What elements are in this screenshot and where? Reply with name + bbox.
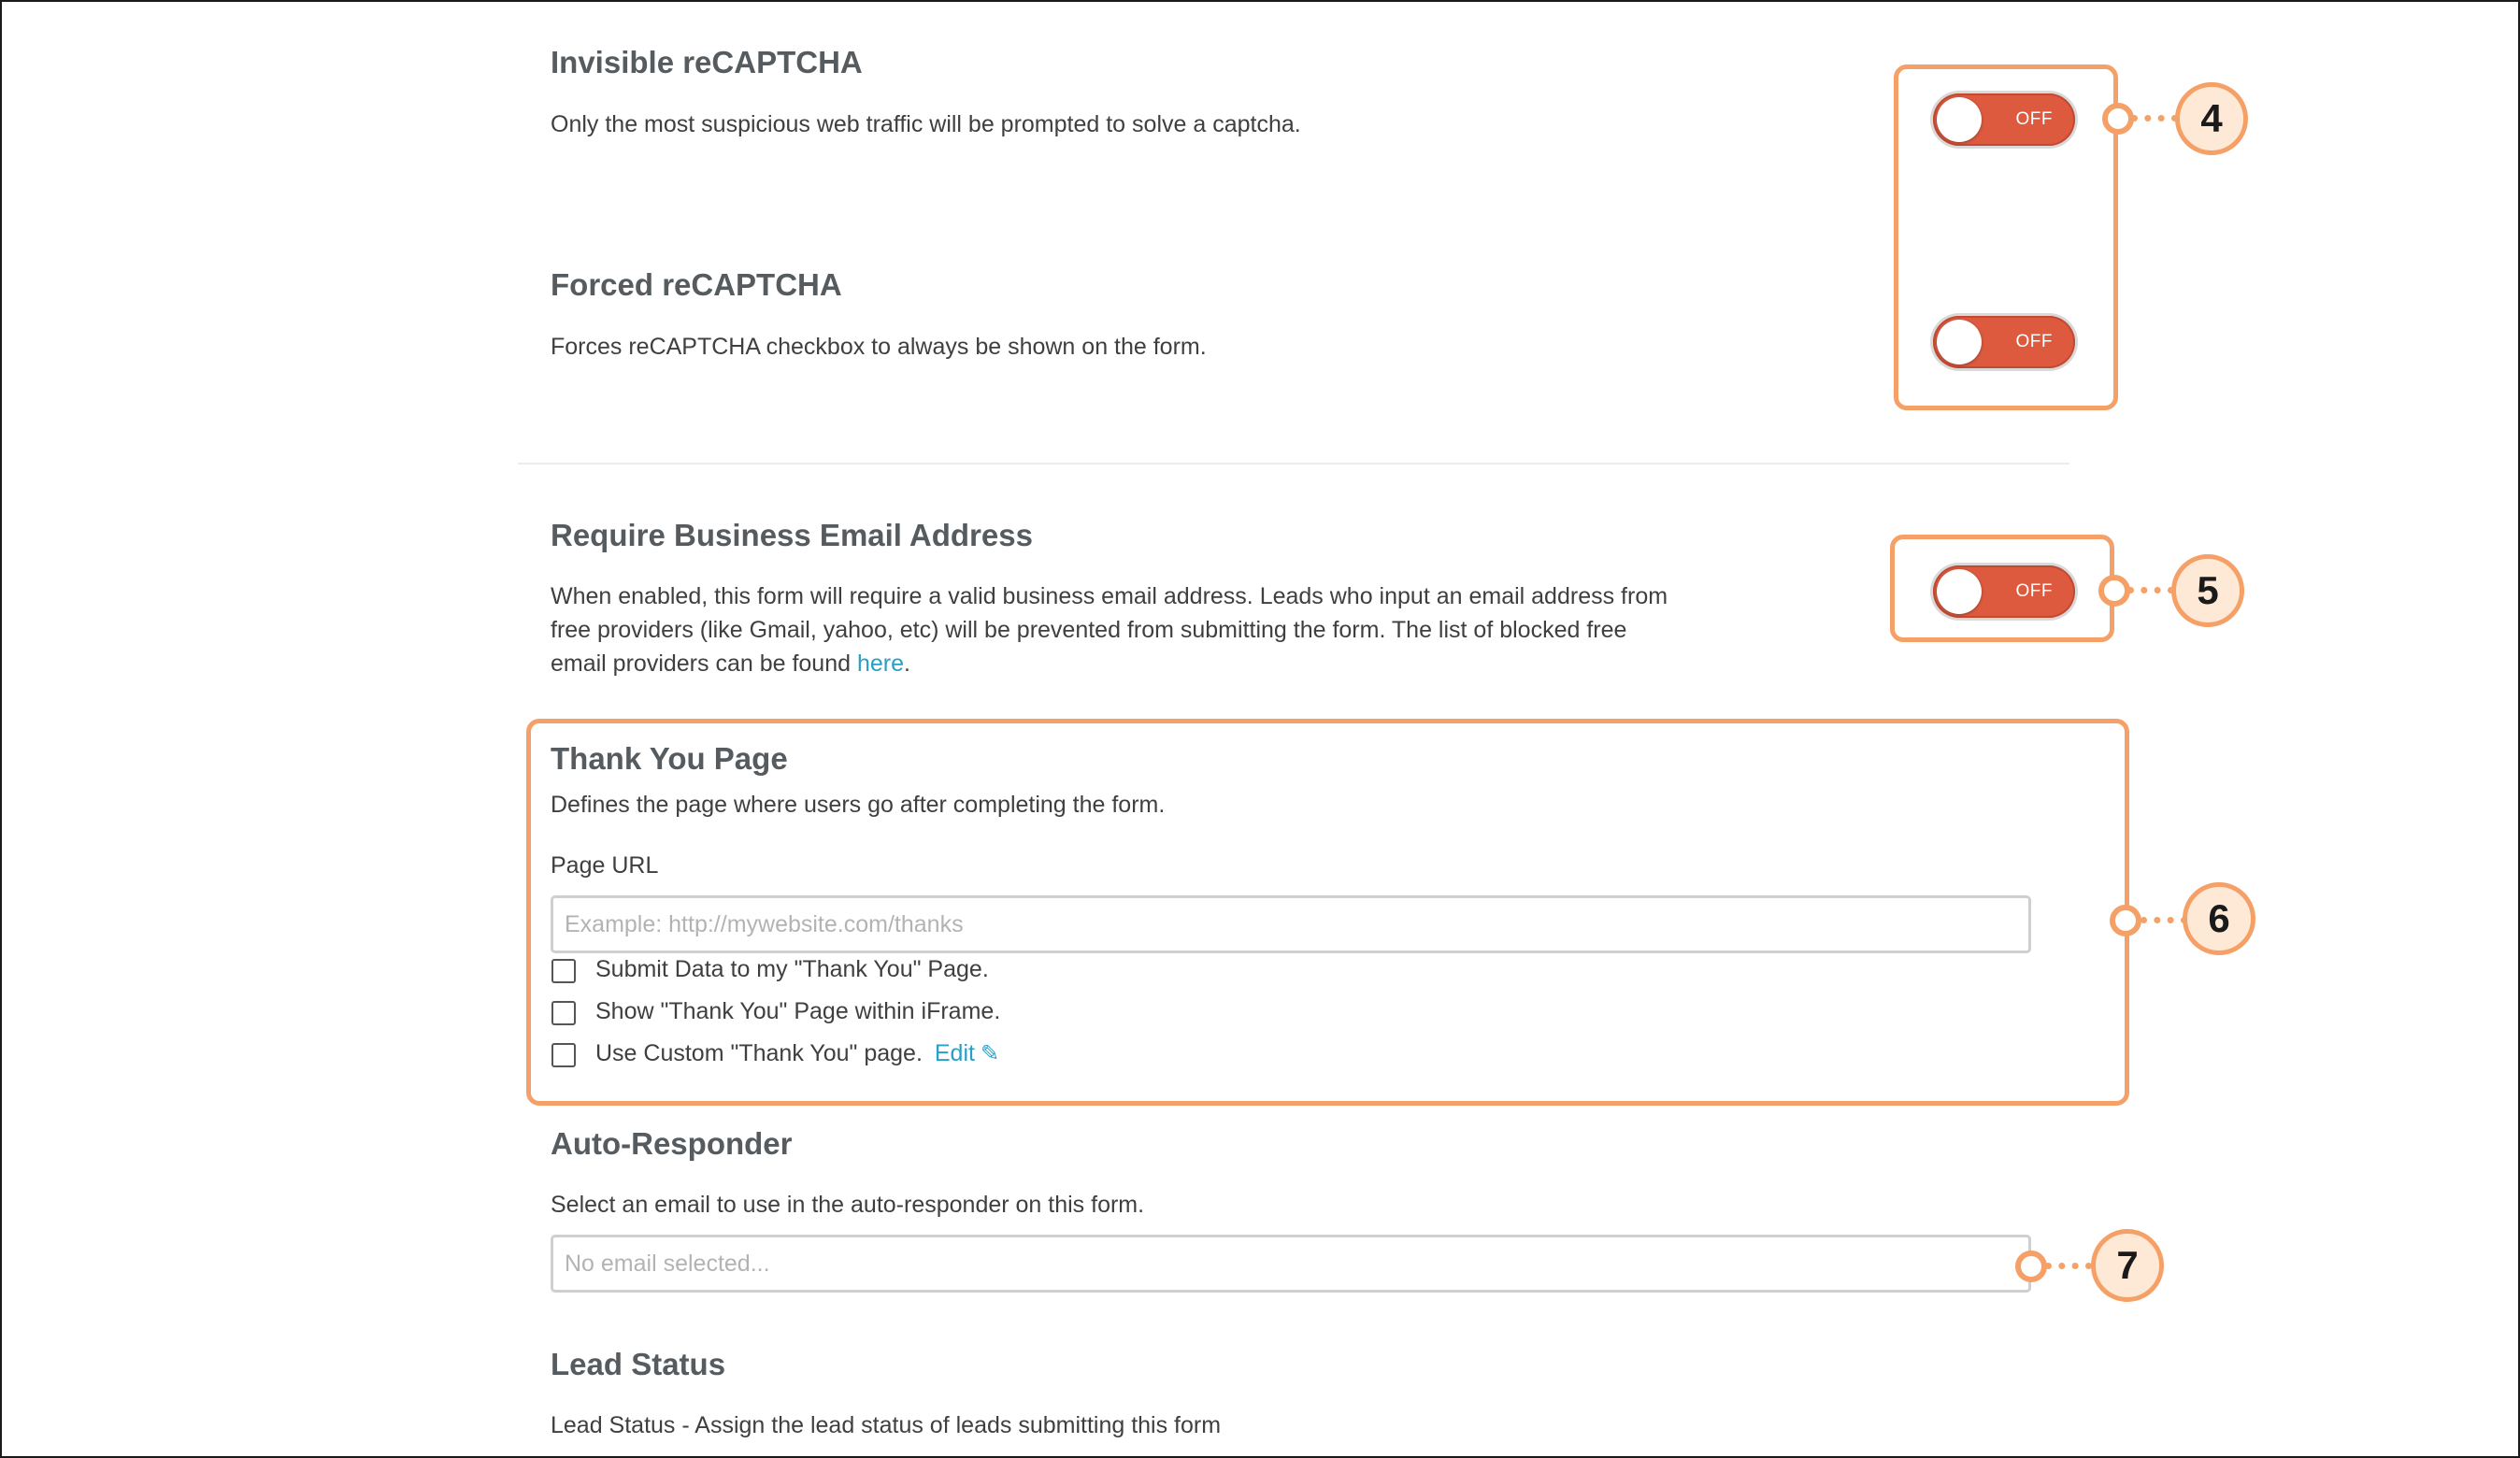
callout-badge-5: 5	[2171, 554, 2244, 627]
submit-data-label: Submit Data to my "Thank You" Page.	[595, 956, 989, 982]
forced-recaptcha-title: Forced reCAPTCHA	[551, 267, 842, 302]
toggle-state-label: OFF	[2015, 581, 2053, 601]
callout-badge-6: 6	[2183, 882, 2255, 955]
show-in-iframe-checkbox[interactable]	[551, 1001, 576, 1025]
page-url-label: Page URL	[551, 852, 659, 879]
period-text: .	[904, 650, 910, 677]
auto-responder-select[interactable]: No email selected...	[551, 1235, 2031, 1293]
business-email-description-line1: When enabled, this form will require a valid business email address. Leads who input an email address from	[551, 583, 1668, 609]
toggle-state-label: OFF	[2015, 332, 2053, 351]
forced-recaptcha-description: Forces reCAPTCHA checkbox to always be shown on the form.	[551, 334, 1207, 360]
auto-responder-description: Select an email to use in the auto-responder on this form.	[551, 1192, 1145, 1218]
thank-you-description: Defines the page where users go after completing the form.	[551, 792, 1166, 818]
pencil-icon[interactable]: ✎	[980, 1041, 1000, 1066]
custom-thank-you-checkbox[interactable]	[551, 1043, 576, 1067]
auto-responder-title: Auto-Responder	[551, 1126, 793, 1161]
callout-connector-6	[2141, 917, 2187, 923]
blocked-providers-link[interactable]: here	[856, 650, 905, 677]
callout-dot-6	[2110, 905, 2141, 936]
invisible-recaptcha-description: Only the most suspicious web traffic will be prompted to solve a captcha.	[551, 111, 1301, 137]
callout-dot-4	[2102, 103, 2134, 135]
section-divider	[518, 463, 2069, 465]
callout-connector-4	[2131, 115, 2178, 122]
submit-data-checkbox[interactable]	[551, 959, 576, 983]
business-email-description-line2: free providers (like Gmail, yahoo, etc) will be prevented from submitting the form. The list of blocked free	[551, 617, 1627, 643]
thank-you-title: Thank You Page	[551, 741, 788, 776]
toggle-state-label: OFF	[2015, 109, 2053, 129]
callout-connector-7	[2045, 1263, 2092, 1269]
lead-status-description: Lead Status - Assign the lead status of leads submitting this form	[551, 1412, 1222, 1438]
business-email-description-line3: email providers can be found	[551, 650, 857, 677]
custom-thank-you-row	[595, 1040, 999, 1067]
lead-status-title: Lead Status	[551, 1347, 726, 1381]
business-email-description-line3-row	[551, 647, 1672, 680]
callout-box-5	[1890, 535, 2114, 642]
show-in-iframe-label: Show "Thank You" Page within iFrame.	[595, 998, 1001, 1024]
callout-connector-5	[2127, 587, 2174, 593]
callout-dot-7	[2015, 1251, 2047, 1282]
callout-box-4	[1894, 64, 2118, 410]
invisible-recaptcha-title: Invisible reCAPTCHA	[551, 45, 863, 79]
custom-thank-you-label: Use Custom "Thank You" page.	[595, 1040, 923, 1066]
callout-badge-7: 7	[2091, 1229, 2164, 1302]
page-url-input[interactable]	[551, 895, 2031, 953]
business-email-description	[551, 579, 1672, 680]
callout-dot-5	[2098, 575, 2130, 607]
edit-link[interactable]: Edit	[934, 1040, 975, 1066]
callout-badge-4: 4	[2175, 82, 2248, 155]
business-email-title: Require Business Email Address	[551, 518, 1033, 552]
